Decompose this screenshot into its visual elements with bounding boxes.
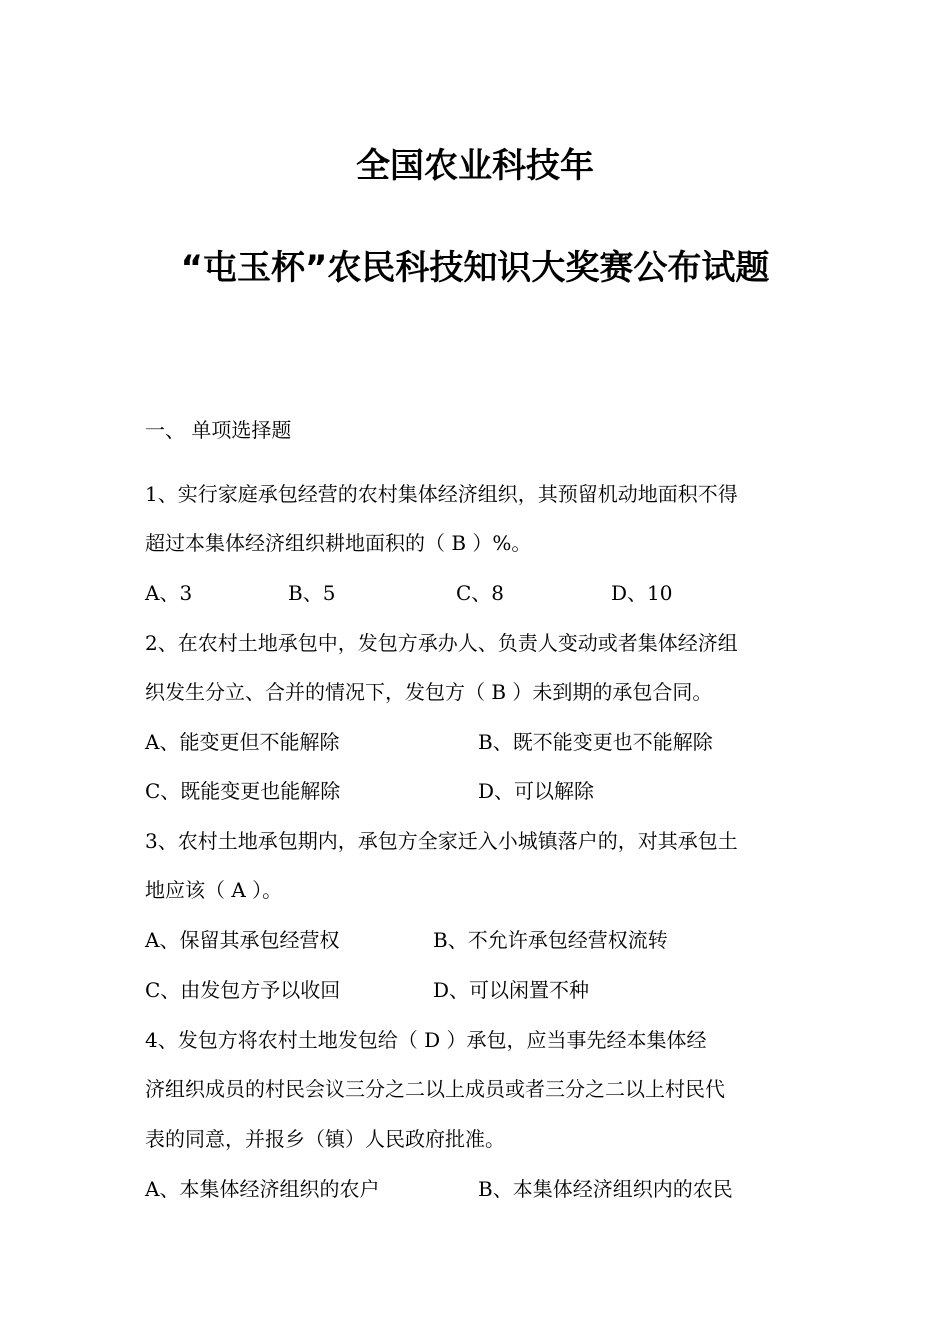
question-1-line-1: 1、实行家庭承包经营的农村集体经济组织，其预留机动地面积不得	[145, 482, 738, 506]
question-3-option-d: D、可以闲置不种	[433, 978, 590, 1002]
question-1-option-b: B、5	[288, 581, 336, 605]
question-2-line-1: 2、在农村土地承包中，发包方承办人、负责人变动或者集体经济组	[145, 631, 738, 655]
section-heading: 一、 单项选择题	[145, 418, 292, 442]
question-2-option-d: D、可以解除	[478, 779, 595, 803]
question-4-line-3: 表的同意，并报乡（镇）人民政府批准。	[145, 1127, 505, 1151]
question-4-option-a: A、本集体经济组织的农户	[145, 1177, 380, 1201]
question-4-line-2: 济组织成员的村民会议三分之二以上成员或者三分之二以上村民代	[145, 1077, 725, 1101]
document-subtitle: “屯玉杯”农民科技知识大奖赛公布试题	[180, 248, 770, 288]
question-1-line-2: 超过本集体经济组织耕地面积的（ B ）%。	[145, 531, 532, 555]
question-3-option-a: A、保留其承包经营权	[145, 928, 340, 952]
question-2-option-b: B、既不能变更也不能解除	[478, 730, 713, 754]
question-4-line-1: 4、发包方将农村土地发包给（ D ）承包，应当事先经本集体经	[145, 1028, 707, 1052]
question-1-option-a: A、3	[145, 581, 193, 605]
question-3-option-c: C、由发包方予以收回	[145, 978, 341, 1002]
document-title: 全国农业科技年	[356, 146, 594, 186]
question-3-option-b: B、不允许承包经营权流转	[433, 928, 668, 952]
question-2-option-a: A、能变更但不能解除	[145, 730, 340, 754]
question-4-option-b: B、本集体经济组织内的农民	[478, 1177, 733, 1201]
question-3-line-1: 3、农村土地承包期内，承包方全家迁入小城镇落户的，对其承包土	[145, 829, 738, 853]
question-3-line-2: 地应该（ A ）。	[145, 878, 283, 902]
question-2-line-2: 织发生分立、合并的情况下，发包方（ B ）未到期的承包合同。	[145, 680, 713, 704]
question-1-option-d: D、10	[611, 581, 673, 605]
question-1-option-c: C、8	[456, 581, 505, 605]
question-2-option-c: C、既能变更也能解除	[145, 779, 341, 803]
